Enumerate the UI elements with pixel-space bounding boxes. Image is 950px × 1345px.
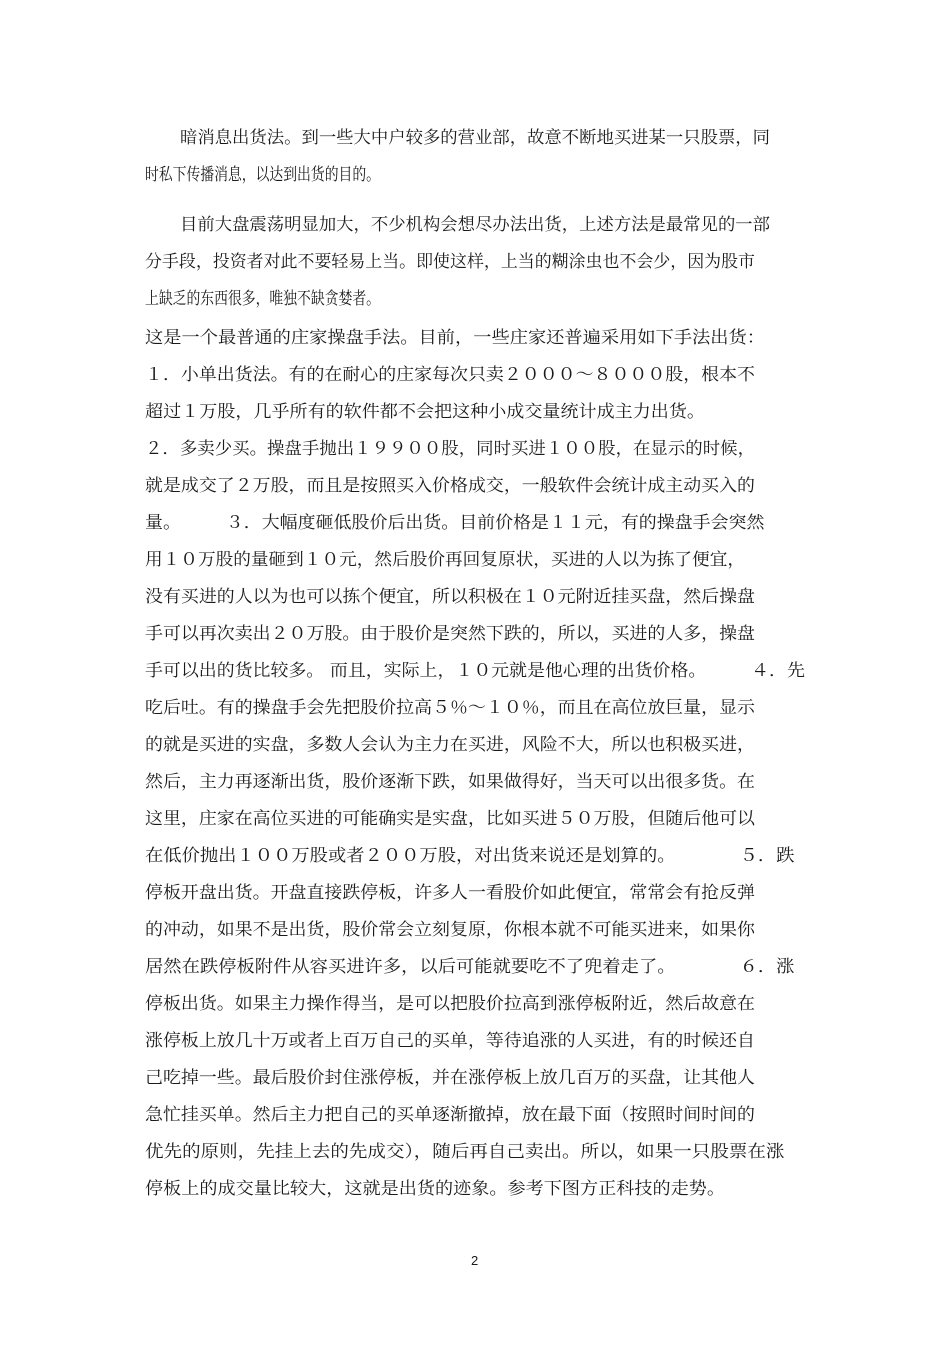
text-line: 的就是买进的实盘，多数人会认为主力在买进，风险不大，所以也积极买进， bbox=[145, 735, 755, 755]
text-line: 吃后吐。有的操盘手会先把股价拉高５％～１０％，而且在高位放巨量，显示 bbox=[145, 698, 755, 718]
text-line: 用１０万股的量砸到１０元，然后股价再回复原状，买进的人以为拣了便宜， bbox=[145, 550, 745, 570]
text-line: 手可以出的货比较多。 而且，实际上，１０元就是他心理的出货价格。 ４．先 bbox=[145, 661, 805, 681]
text-line: 量。 ３．大幅度砸低股价后出货。目前价格是１１元，有的操盘手会突然 bbox=[145, 513, 765, 533]
text-line: 没有买进的人以为也可以拣个便宜，所以积极在１０元附近挂买盘，然后操盘 bbox=[145, 587, 755, 607]
text-line: 停板上的成交量比较大，这就是出货的迹象。参考下图方正科技的走势。 bbox=[145, 1179, 725, 1199]
text-line: 上缺乏的东西很多，唯独不缺贪婪者。 bbox=[145, 289, 380, 309]
text-line: 停板出货。如果主力操作得当，是可以把股价拉高到涨停板附近，然后故意在 bbox=[145, 994, 755, 1014]
text-line: 停板开盘出货。开盘直接跌停板，许多人一看股价如此便宜，常常会有抢反弹 bbox=[145, 883, 755, 903]
text-line: 居然在跌停板附件从容买进许多，以后可能就要吃不了兜着走了。 ６．涨 bbox=[145, 957, 795, 977]
text-line: １．小单出货法。有的在耐心的庄家每次只卖２０００～８０００股，根本不 bbox=[145, 365, 755, 385]
text-line: 手可以再次卖出２０万股。由于股价是突然下跌的，所以，买进的人多，操盘 bbox=[145, 624, 755, 644]
text-line: 时私下传播消息，以达到出货的目的。 bbox=[145, 165, 380, 185]
text-line: 优先的原则，先挂上去的先成交），随后再自己卖出。所以，如果一只股票在涨 bbox=[145, 1142, 785, 1162]
text-line: 就是成交了２万股，而且是按照买入价格成交，一般软件会统计成主动买入的 bbox=[145, 476, 755, 496]
text-line: 目前大盘震荡明显加大，不少机构会想尽办法出货，上述方法是最常见的一部 bbox=[180, 215, 770, 235]
text-line: 然后，主力再逐渐出货，股价逐渐下跌，如果做得好，当天可以出很多货。在 bbox=[145, 772, 755, 792]
text-line: 在低价抛出１００万股或者２００万股，对出货来说还是划算的。 ５．跌 bbox=[145, 846, 795, 866]
text-line: 分手段，投资者对此不要轻易上当。即使这样，上当的糊涂虫也不会少，因为股市 bbox=[145, 252, 755, 272]
text-line: 的冲动，如果不是出货，股价常会立刻复原，你根本就不可能买进来，如果你 bbox=[145, 920, 755, 940]
text-line: 这是一个最普通的庄家操盘手法。目前，一些庄家还普遍采用如下手法出货： bbox=[145, 328, 765, 348]
text-line: 己吃掉一些。最后股价封住涨停板，并在涨停板上放几百万的买盘，让其他人 bbox=[145, 1068, 755, 1088]
text-line: 涨停板上放几十万或者上百万自己的买单，等待追涨的人买进，有的时候还自 bbox=[145, 1031, 755, 1051]
text-line: 这里，庄家在高位买进的可能确实是实盘，比如买进５０万股，但随后他可以 bbox=[145, 809, 755, 829]
text-line: 急忙挂买单。然后主力把自己的买单逐渐撤掉，放在最下面（按照时间时间的 bbox=[145, 1105, 755, 1125]
text-line: 超过１万股，几乎所有的软件都不会把这种小成交量统计成主力出货。 bbox=[145, 402, 705, 422]
text-line: ２．多卖少买。操盘手抛出１９９００股，同时买进１００股，在显示的时候， bbox=[145, 439, 756, 459]
text-line: 暗消息出货法。到一些大中户较多的营业部，故意不断地买进某一只股票，同 bbox=[180, 128, 770, 148]
page-number: 2 bbox=[471, 1253, 479, 1268]
